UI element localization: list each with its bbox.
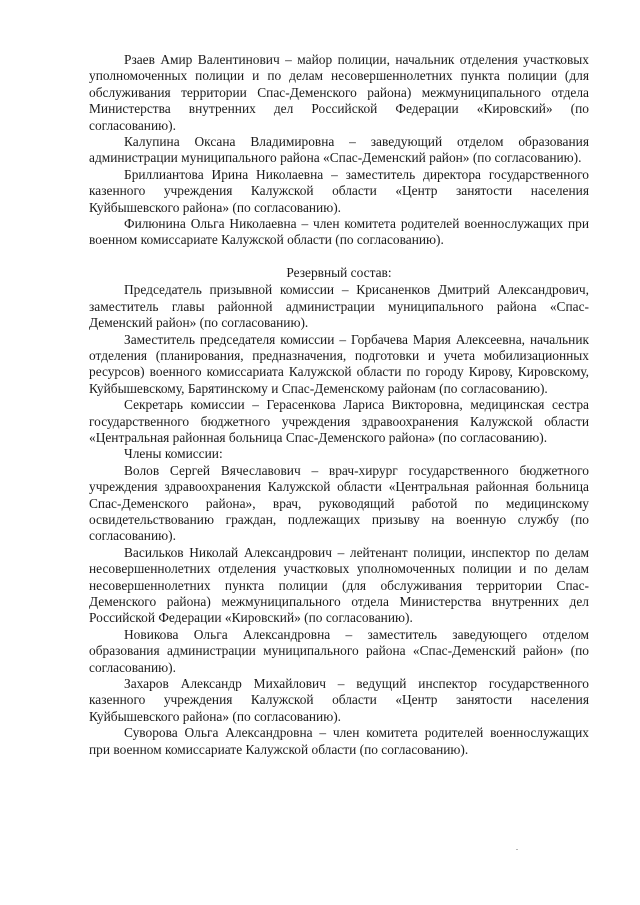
reserve-member-zakharov: Захаров Александр Михайлович – ведущий инспектор государственного казенного учреждения Калужской области «Центр занятости населения Куйбышевского района» (по согласованию). <box>89 676 589 724</box>
reserve-member-novikova: Новикова Ольга Александровна – заместитель заведующего отделом образования администрации муниципального района «Спас-Деменский район» (по согласованию). <box>89 626 589 675</box>
reserve-secretary: Секретарь комиссии – Герасенкова Лариса Викторовна, медицинская сестра государственного бюджетного учреждения здравоохранения Калужской области «Центральная районная больница Спас-Деменского района» (по согласованию). <box>89 397 589 445</box>
reserve-chairman: Председатель призывной комиссии – Крисаненков Дмитрий Александрович, заместитель главы районной администрации муниципального района «Спас-Деменский район» (по согласованию). <box>89 282 589 331</box>
reserve-members-label: Члены комиссии: <box>124 446 223 462</box>
member-brilliantova: Бриллиантова Ирина Николаевна – заместитель директора государственного казенного учреждения Калужской области «Центр занятости населения Куйбышевского района» (по согласованию). <box>89 166 589 215</box>
reserve-member-volov: Волов Сергей Вячеславович – врач-хирург государственного бюджетного учреждения здравоохранения Калужской области «Центральная районная больница Спас-Деменского района», врач, руководящий работой по медицинскому освидетельствованию граждан, подлежащих призыву на военную службу (по согласованию). <box>89 462 589 544</box>
reserve-deputy: Заместитель председателя комиссии – Горбачева Мария Алексеевна, начальник отделения (планирования, предназначения, подготовки и учета мобилизационных ресурсов) военного комиссариата Калужской области по городу Кирову, Кировскому, Куйбышевскому, Барятинскому и Спас-Деменскому районам (по согласованию). <box>89 331 589 396</box>
reserve-member-vasilkov: Васильков Николай Александрович – лейтенант полиции, инспектор по делам несовершеннолетних отделения участковых уполномоченных полиции и по делам несовершеннолетних пункта полиции (для обслуживания территории Спас-Деменского района) межмуниципального отдела Министерства внутренних дел Российской Федерации «Кировский» (по согласованию). <box>89 544 589 626</box>
member-rzaev: Рзаев Амир Валентинович – майор полиции, начальник отделения участковых уполномоченных полиции и по делам несовершеннолетних пункта полиции (для обслуживания территории Спас-Деменского района) межмуниципального отдела Министерства внутренних дел Российской Федерации «Кировский» (по согласованию). <box>89 52 589 133</box>
reserve-member-suvorova: Суворова Ольга Александровна – член комитета родителей военнослужащих при военном комиссариате Калужской области (по согласованию). <box>89 725 589 757</box>
reserve-heading: Резервный состав: <box>286 264 392 280</box>
document-page <box>89 52 589 758</box>
scan-speck <box>516 849 518 850</box>
member-kalupina: Калупина Оксана Владимировна – заведующий отделом образования администрации муниципального района «Спас-Деменский район» (по согласованию). <box>89 134 589 166</box>
member-filyunina: Филюнина Ольга Николаевна – член комитета родителей военнослужащих при военном комиссариате Калужской области (по согласованию). <box>89 216 589 248</box>
